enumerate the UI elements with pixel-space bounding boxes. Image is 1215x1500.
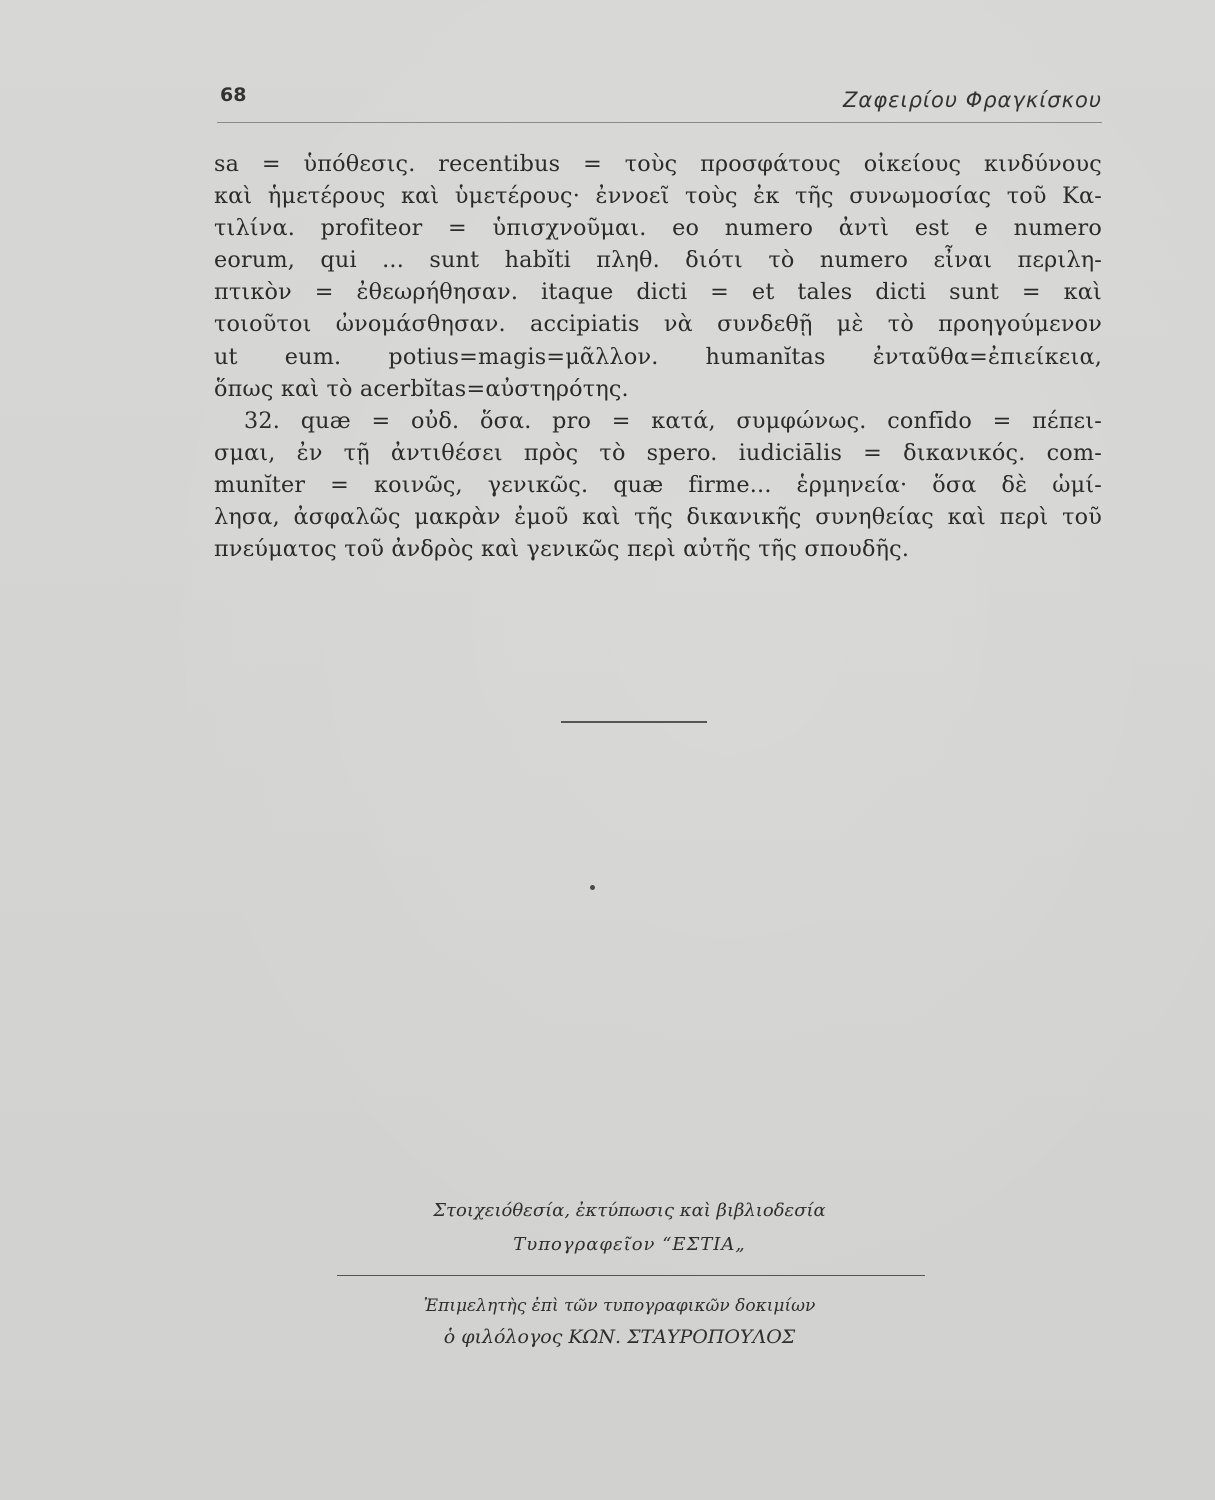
text-line: munĭter = κοινῶς, γενικῶς. quæ firme... ἑρμηνεία· ὅσα δὲ ὡμί- — [214, 471, 1102, 498]
text-line: ut eum. potius=magis=μᾶλλον. humanĭtas ἐνταῦθα=ἐπιείκεια, — [214, 343, 1102, 370]
text-line: sa = ὑπόθεσις. recentibus = τοὺς προσφάτους οἰκείους κινδύνους — [214, 151, 1102, 177]
colophon-rule — [337, 1275, 925, 1276]
text-line: σμαι, ἐν τῇ ἀντιθέσει πρὸς τὸ spero. iudiciālis = δικανικός. com- — [214, 439, 1102, 466]
colophon-printer: Τυπογραφεῖον “ΕΣΤΙΑ„ — [513, 1234, 746, 1255]
text-line: πνεύματος τοῦ ἀνδρὸς καὶ γενικῶς περὶ αὐτῆς τῆς σπουδῆς. — [214, 536, 910, 563]
text-line: καὶ ἡμετέρους καὶ ὑμετέρους· ἐννοεῖ τοὺς ἐκ τῆς συνωμοσίας τοῦ Κα- — [214, 183, 1102, 210]
text-line: τιλίνα. profiteor = ὑπισχνοῦμαι. eo numero ἀντὶ est e numero — [214, 215, 1102, 242]
header-rule — [217, 122, 1102, 123]
text-line: λησα, ἀσφαλῶς μακρὰν ἐμοῦ καὶ τῆς δικανικῆς συνηθείας καὶ περὶ τοῦ — [214, 504, 1102, 531]
body-text — [214, 148, 1102, 565]
text-line: eorum, qui ... sunt habĭti πληθ. διότι τὸ numero εἶναι περιλη- — [214, 247, 1102, 274]
colophon-proofreader-title: Ἐπιμελητὴς ἐπὶ τῶν τυπογραφικῶν δοκιμίων — [423, 1296, 816, 1316]
text-line: ὅπως καὶ τὸ acerbĭtas=αὐστηρότης. — [214, 375, 629, 402]
text-line-paragraph-start: 32. quæ = οὐδ. ὅσα. pro = κατά, συμφώνως. confīdo = πέπει- — [244, 407, 1102, 434]
colophon-typesetting: Στοιχειόθεσία, ἐκτύπωσις καὶ βιβλιοδεσία — [433, 1200, 826, 1221]
text-line: τοιοῦτοι ὠνομάσθησαν. accipiatis νὰ συνδεθῇ μὲ τὸ προηγούμενον — [214, 311, 1102, 338]
section-end-rule — [561, 721, 707, 723]
running-title: Ζαφειρίου Φραγκίσκου — [843, 88, 1102, 112]
page-number: 68 — [220, 84, 247, 106]
text-line: πτικὸν = ἐθεωρήθησαν. itaque dicti = et tales dicti sunt = καὶ — [214, 279, 1102, 306]
colophon-proofreader-name: ὁ φιλόλογος ΚΩΝ. ΣΤΑΥΡΟΠΟΥΛΟΣ — [443, 1326, 796, 1348]
print-speck — [590, 885, 595, 890]
